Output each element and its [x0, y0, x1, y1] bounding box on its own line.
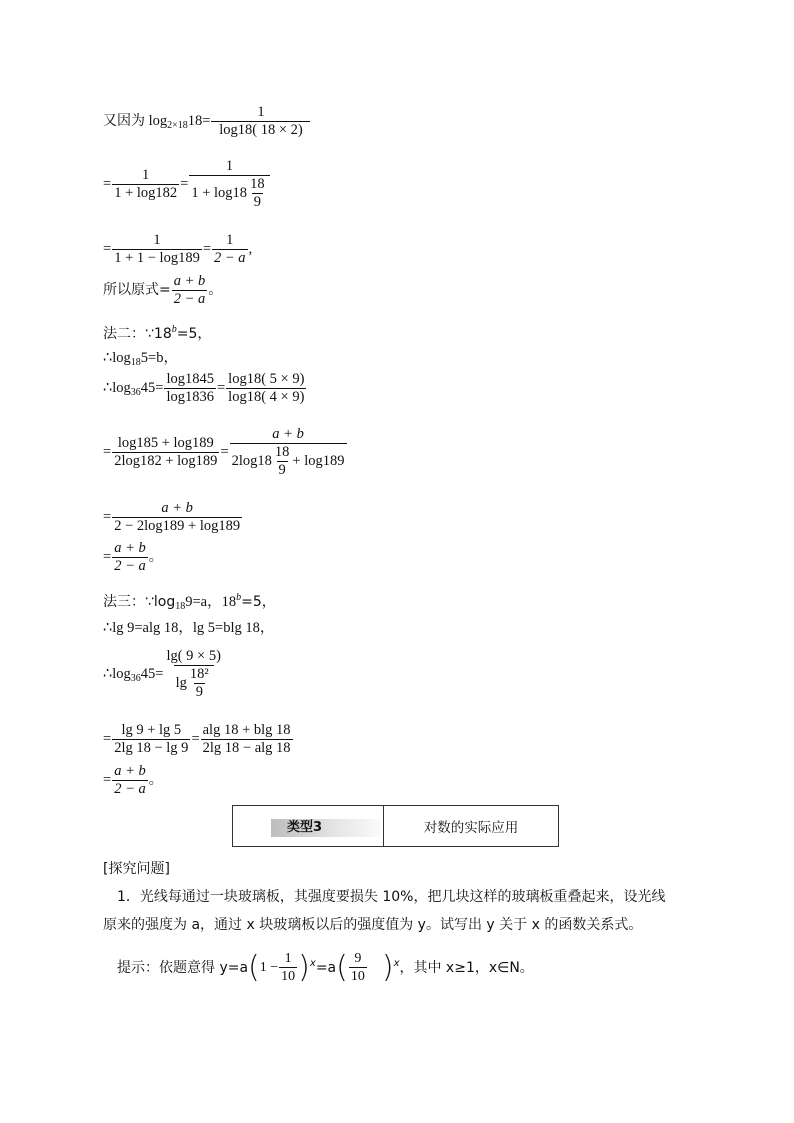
m2-line2: $\therefore\log_{18}5=b$， [103, 350, 178, 368]
m2-title: 法二：$\because 18^b=5$， [103, 324, 212, 342]
question-1: 1．光线每通过一块玻璃板，其强度要损失 10%，把几块这样的玻璃板重叠起来，设光线 原来的强度为 a，通过 x 块玻璃板以后的强度值为 y。试写出 y 关于 x 的函数关系式。 [103, 889, 666, 933]
right-paren: ) [381, 949, 394, 985]
fraction: $\frac{1}{1 + \log 182}$ [114, 167, 178, 201]
fraction: lg( 9 × 5) lg $\frac{\text{18²}}{9}$ [166, 648, 221, 700]
m1-line3: = $\frac{1}{1 + 1 - \log 189}$ = $\frac{1}{2 - a}$ , [103, 232, 253, 266]
fraction: $\frac{\text{18²}}{9}$ [189, 666, 209, 700]
fraction: $\frac{a + b}{2 - a}$ [173, 273, 206, 307]
right-paren: ) [298, 949, 310, 985]
m1-line1: 又因为 $\log_{2\times 18}18=$ $\frac{1}{\log 18( 18 \times 2)}$ [103, 104, 311, 139]
m2-line5: = $\frac{a + b}{2 - 2\log 189 + \log 189}$ [103, 500, 241, 534]
fraction: $\frac{a + b}{2 - 2\log 189 + \log 189}$ [114, 500, 241, 534]
fraction: $\frac{1}{\log 18( 18 \times 2)}$ [211, 104, 310, 139]
fraction: $\frac{alg 18 + blg 18}{2\lg 18 - alg 18}$ [202, 722, 291, 756]
fraction: $\frac{1}{1 + 1 - \log 189}$ [114, 232, 200, 266]
m2-line6: = $\frac{a + b}{2 - a}$ 。 [103, 540, 163, 574]
hint: 提示：依题意得 y=a ( 1 − $\frac{1}{10}$ ) x =a ( $\frac{9}{10}$ ) x ，其中 x≥1，x∈N。 [117, 949, 534, 985]
fraction: $\frac{\log 185 + \log 189}{2\log 182 + \log 189}$ [114, 435, 218, 469]
m2-line4: = $\frac{\log 185 + \log 189}{2\log 182 + \log 189}$ = a + b 2log18 $\frac{18}{9}$ + log189 [103, 426, 345, 478]
section-tag: 类型3 [271, 819, 381, 837]
m3-line4: = $\frac{\lg 9 + \lg 5}{2\lg 18 - \lg 9}$ = $\frac{alg 18 + blg 18}{2\lg 18 - alg 18}$ [103, 722, 291, 756]
m2-line3: $\therefore\log_{36}45=$ $\frac{\log 1845}{\log 1836}$ = $\frac{\log 18( 5 \times 9)}{\log 18( 4 \times 9)}$ [103, 371, 305, 405]
fraction: $\frac{\log 1845}{\log 1836}$ [166, 371, 214, 405]
fraction: $\frac{1}{10}$ [281, 951, 296, 984]
fraction: $\frac{1}{2 - a}$ [214, 232, 246, 266]
fraction: 1 1 + log18 $\frac{18}{9}$ [189, 158, 269, 211]
m1-line2: = $\frac{1}{1 + \log 182}$ = 1 1 + log18 $\frac{18}{9}$ [103, 158, 271, 211]
fraction: $\frac{18}{9}$ [274, 444, 290, 478]
section-header [232, 805, 559, 847]
m3-title: 法三：$\because\log_{18}9=a$，$18^b=5$， [103, 592, 276, 612]
m1-conclusion: 所以原式= $\frac{a + b}{2 - a}$ 。 [103, 273, 223, 307]
left-paren: ( [248, 949, 260, 985]
fraction: $\frac{9}{10}$ [350, 951, 365, 984]
fraction: a + b 2log18 $\frac{18}{9}$ + log189 [231, 426, 345, 478]
left-paren: ( [336, 949, 348, 985]
section-title: 对数的实际应用 [423, 820, 519, 836]
fraction: $\frac{a + b}{2 - a}$ [114, 763, 146, 797]
m3-line2: ∴lg 9=alg 18，lg 5=blg 18， [103, 620, 275, 636]
explore-heading: [探究问题] [103, 861, 170, 877]
m3-line5: = $\frac{a + b}{2 - a}$ 。 [103, 763, 163, 797]
fraction: $\frac{18}{9}$ [250, 176, 265, 210]
section-tag-cell [233, 806, 384, 846]
fraction: $\frac{\log 18( 5 \times 9)}{\log 18( 4 \times 9)}$ [228, 371, 305, 405]
m3-line3: $\therefore\log_{36}45=$ lg( 9 × 5) lg $\frac{\text{18²}}{9}$ [103, 648, 221, 700]
fraction: $\frac{a + b}{2 - a}$ [114, 540, 146, 574]
fraction: $\frac{\lg 9 + \lg 5}{2\lg 18 - \lg 9}$ [114, 722, 189, 756]
